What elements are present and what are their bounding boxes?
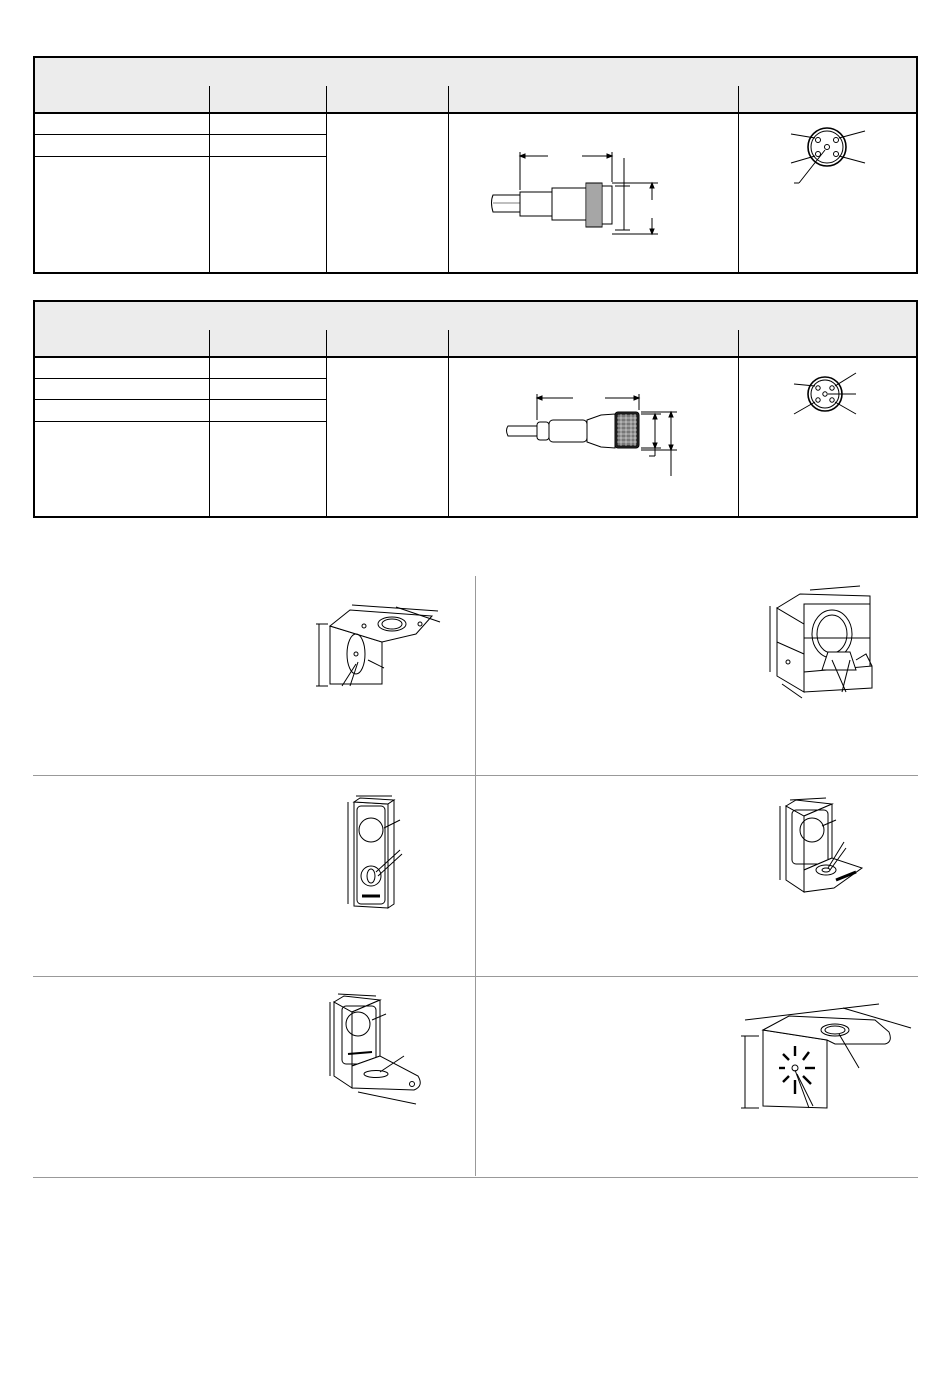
column-divider <box>326 330 327 516</box>
pinout-diagram <box>792 370 862 422</box>
bracket-drawing <box>340 792 420 914</box>
row-divider <box>35 156 327 157</box>
column-divider <box>738 86 739 272</box>
table-title-bar <box>35 58 916 88</box>
bracket-row-divider <box>33 775 918 776</box>
column-divider <box>209 330 210 516</box>
bracket-row-divider <box>33 1177 918 1178</box>
column-divider <box>448 86 449 272</box>
cable-connector-drawing <box>505 392 685 480</box>
bracket-drawing <box>735 998 915 1118</box>
table-header-row <box>35 86 916 114</box>
table-title-bar <box>35 302 916 332</box>
bracket-drawing <box>328 992 438 1107</box>
bracket-row-divider <box>33 976 918 977</box>
column-divider <box>326 86 327 272</box>
connector-table-2 <box>33 300 918 518</box>
column-divider <box>448 330 449 516</box>
bracket-drawing <box>762 580 882 700</box>
bracket-drawing <box>312 602 444 690</box>
pinout-diagram <box>785 125 870 190</box>
column-divider <box>209 86 210 272</box>
row-divider <box>35 421 327 422</box>
row-divider <box>35 399 327 400</box>
row-divider <box>35 134 327 135</box>
bracket-column-divider <box>475 576 476 1176</box>
table-header-row <box>35 330 916 358</box>
bracket-drawing <box>776 796 866 896</box>
column-divider <box>738 330 739 516</box>
row-divider <box>35 378 327 379</box>
cable-connector-drawing <box>490 150 665 245</box>
